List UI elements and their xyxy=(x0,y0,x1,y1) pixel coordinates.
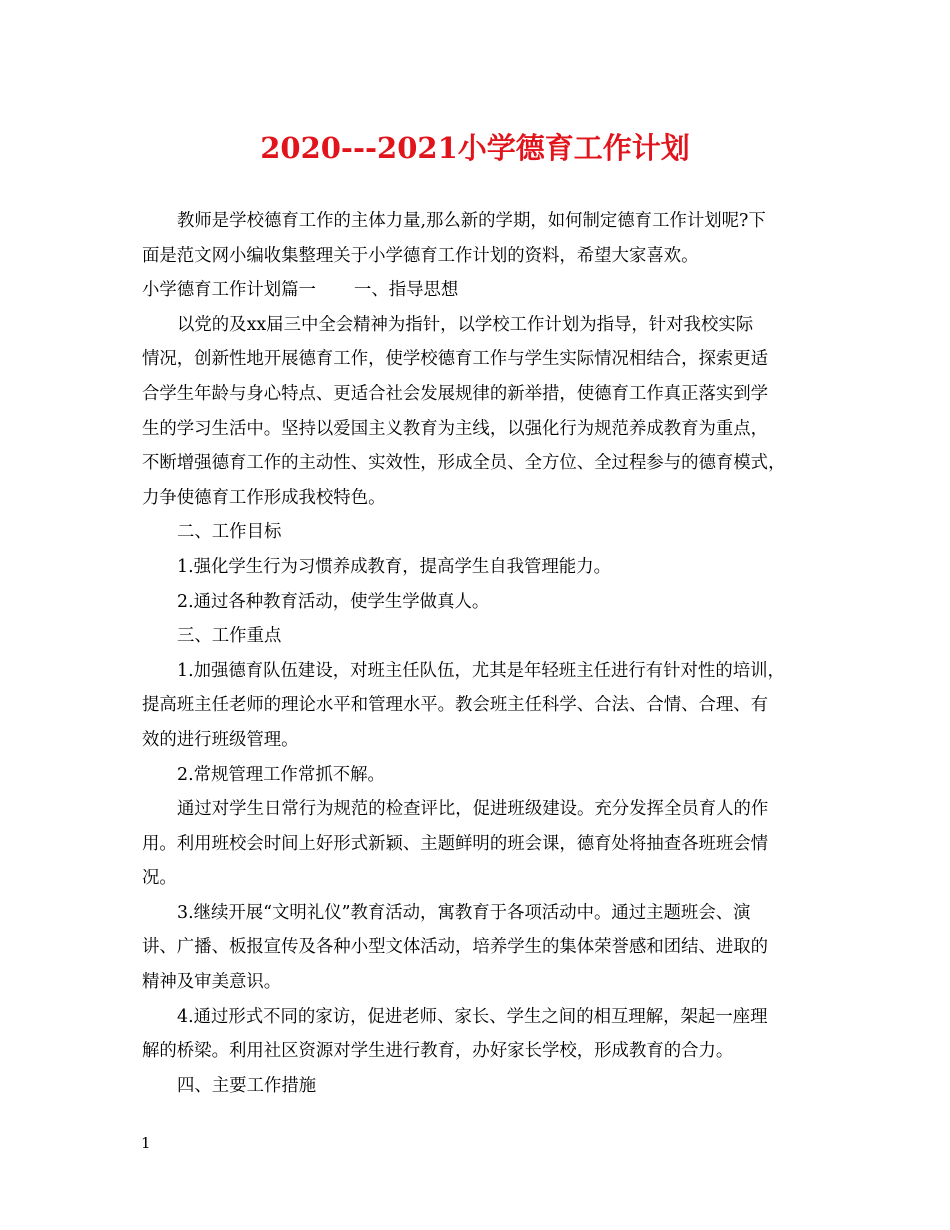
section-heading: 一、指导思想 xyxy=(353,280,459,301)
section-heading: 四、主要工作措施 xyxy=(177,1075,317,1096)
plan-part-label: 小学德育工作计划篇一 xyxy=(142,280,316,301)
paragraph-line: 1.加强德育队伍建设，对班主任队伍，尤其是年轻班主任进行有针对性的培训， xyxy=(177,660,785,681)
paragraph-line: 讲、广播、板报宣传及各种小型文体活动，培养学生的集体荣誉感和团结、进取的 xyxy=(142,937,769,958)
paragraph-line: 况。 xyxy=(142,868,177,889)
document-title: 2020---2021小学德育工作计划 xyxy=(260,131,690,165)
paragraph-line: 面是范文网小编收集整理关于小学德育工作计划的资料，希望大家喜欢。 xyxy=(142,245,699,266)
paragraph-line: 解的桥梁。利用社区资源对学生进行教育，办好家长学校，形成教育的合力。 xyxy=(142,1041,734,1062)
paragraph-line: 效的进行班级管理。 xyxy=(142,729,299,750)
paragraph-line: 生的学习生活中。坚持以爱国主义教育为主线，以强化行为规范养成教育为重点， xyxy=(142,418,769,439)
paragraph-line: 通过对学生日常行为规范的检查评比，促进班级建设。充分发挥全员育人的作 xyxy=(177,799,769,820)
page-number: 1 xyxy=(141,1134,151,1152)
paragraph-line: 教师是学校德育工作的主体力量,那么新的学期，如何制定德育工作计划呢?下 xyxy=(177,211,766,231)
paragraph-line: 不断增强德育工作的主动性、实效性，形成全员、全方位、全过程参与的德育模式， xyxy=(142,453,786,474)
paragraph-line: 用。利用班校会时间上好形式新颖、主题鲜明的班会课，德育处将抽查各班班会情 xyxy=(142,833,769,854)
paragraph-line: 3.继续开展“文明礼仪”教育活动，寓教育于各项活动中。通过主题班会、演 xyxy=(177,902,751,923)
paragraph-line: 4.通过形式不同的家访，促进老师、家长、学生之间的相互理解，架起一座理 xyxy=(177,1006,768,1027)
section-heading: 三、工作重点 xyxy=(177,626,282,647)
document-body xyxy=(142,204,832,1103)
paragraph-line: 力争使德育工作形成我校特色。 xyxy=(142,487,386,508)
section-heading: 二、工作目标 xyxy=(177,522,282,543)
paragraph-line: 2.通过各种教育活动，使学生学做真人。 xyxy=(177,591,490,612)
section-heading-line xyxy=(142,273,832,308)
paragraph-line: 1.强化学生行为习惯养成教育，提高学生自我管理能力。 xyxy=(177,556,611,577)
paragraph-line: 合学生年龄与身心特点、更适合社会发展规律的新举措，使德育工作真正落实到学 xyxy=(142,383,769,404)
paragraph-line: 情况，创新性地开展德育工作，使学校德育工作与学生实际情况相结合，探索更适 xyxy=(142,349,769,370)
paragraph-line: 2.常规管理工作常抓不解。 xyxy=(177,764,385,785)
paragraph-line: 提高班主任老师的理论水平和管理水平。教会班主任科学、合法、合情、合理、有 xyxy=(142,695,769,716)
paragraph-line: 以党的及xx届三中全会精神为指针，以学校工作计划为指导，针对我校实际 xyxy=(177,314,754,335)
paragraph-line: 精神及审美意识。 xyxy=(142,972,282,993)
